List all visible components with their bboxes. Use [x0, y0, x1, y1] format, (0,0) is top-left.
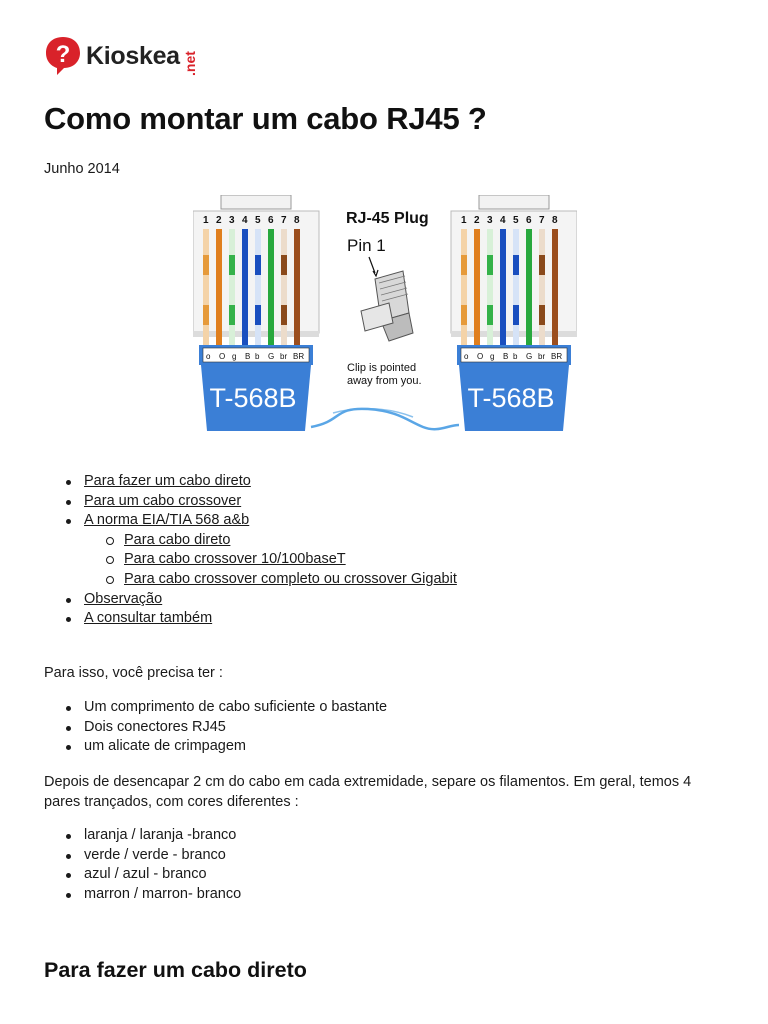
- toc-link-norma[interactable]: A norma EIA/TIA 568 a&b: [84, 512, 250, 529]
- right-code-7: br: [538, 352, 546, 361]
- right-code-1: o: [464, 352, 469, 361]
- right-code-8: BR: [551, 352, 563, 361]
- right-standard-label: T-568B: [467, 383, 555, 413]
- left-code-4: B: [245, 352, 251, 361]
- site-logo[interactable]: [44, 34, 180, 78]
- logo-wordmark: Kioskea: [86, 41, 180, 70]
- toc-link-sub-crossover-10-100[interactable]: Para cabo crossover 10/100baseT: [124, 551, 346, 568]
- right-pin-5: 5: [513, 215, 519, 226]
- left-connector: [193, 195, 319, 431]
- left-pin-5: 5: [255, 215, 261, 226]
- left-pin-6: 6: [268, 215, 274, 226]
- left-code-1: o: [206, 352, 211, 361]
- kioskea-logo-icon: [44, 35, 82, 77]
- toc-link-observacao[interactable]: Observação: [84, 590, 163, 607]
- left-pin-3: 3: [229, 215, 235, 226]
- toc-item: [66, 472, 457, 492]
- toc-link-crossover[interactable]: Para um cabo crossover: [84, 492, 242, 509]
- clip-note-line-1: Clip is pointed: [347, 362, 417, 374]
- left-code-2: O: [219, 352, 226, 361]
- right-code-5: b: [513, 352, 518, 361]
- rj45-wiring-diagram: [193, 195, 577, 435]
- toc-link-consultar[interactable]: A consultar também: [84, 610, 213, 627]
- plug-title: RJ-45 Plug: [346, 210, 429, 227]
- logo-tld: .net: [182, 51, 198, 76]
- publish-date: Junho 2014: [44, 161, 120, 177]
- left-code-5: b: [255, 352, 260, 361]
- left-code-8: BR: [293, 352, 305, 361]
- svg-text:?: ?: [55, 41, 71, 68]
- cable-line: [311, 409, 459, 429]
- left-pin-4: 4: [242, 215, 248, 226]
- right-pin-7: 7: [539, 215, 545, 226]
- intro-paragraph: Para isso, você precisa ter :: [44, 665, 223, 681]
- left-code-6: G: [268, 352, 275, 361]
- toc-link-cabo-direto[interactable]: Para fazer um cabo direto: [84, 473, 251, 489]
- right-connector: [451, 195, 577, 431]
- right-pin-6: 6: [526, 215, 532, 226]
- left-code-3: g: [232, 352, 237, 361]
- table-of-contents: [66, 472, 457, 629]
- left-pin-1: 1: [203, 215, 209, 226]
- toc-item: [66, 492, 457, 512]
- right-code-3: g: [490, 352, 495, 361]
- pairs-list: [66, 826, 241, 904]
- toc-link-sub-crossover-gigabit[interactable]: Para cabo crossover completo ou crossover Gigabit: [124, 570, 457, 587]
- requirements-list: [66, 698, 387, 757]
- right-code-2: O: [477, 352, 484, 361]
- right-pin-1: 1: [461, 215, 467, 226]
- left-code-7: br: [280, 352, 288, 361]
- right-pin-4: 4: [500, 215, 506, 226]
- list-item: verde / verde - branco: [66, 846, 241, 866]
- right-code-6: G: [526, 352, 533, 361]
- right-pin-2: 2: [474, 215, 480, 226]
- toc-sublist: [106, 531, 457, 590]
- list-item: Dois conectores RJ45: [66, 718, 387, 738]
- section-heading: Para fazer um cabo direto: [44, 958, 307, 982]
- list-item: um alicate de crimpagem: [66, 737, 387, 757]
- toc-item: [66, 511, 457, 589]
- clip-note-line-2: away from you.: [347, 375, 422, 387]
- rj45-plug-illustration: [346, 210, 429, 387]
- right-code-4: B: [503, 352, 509, 361]
- toc-item: [66, 609, 457, 629]
- toc-subitem: [106, 570, 457, 590]
- right-pin-3: 3: [487, 215, 493, 226]
- right-pin-8: 8: [552, 215, 558, 226]
- left-standard-label: T-568B: [209, 383, 297, 413]
- toc-subitem: [106, 550, 457, 570]
- list-item: azul / azul - branco: [66, 865, 241, 885]
- pin-1-label: Pin 1: [347, 236, 386, 255]
- toc-link-sub-direto[interactable]: Para cabo direto: [124, 531, 231, 548]
- left-pin-2: 2: [216, 215, 222, 226]
- left-pin-8: 8: [294, 215, 300, 226]
- list-item: Um comprimento de cabo suficiente o bastante: [66, 698, 387, 718]
- left-pin-7: 7: [281, 215, 287, 226]
- list-item: marron / marron- branco: [66, 885, 241, 905]
- toc-subitem: [106, 531, 457, 551]
- page-title: Como montar um cabo RJ45 ?: [44, 101, 487, 136]
- strip-paragraph: Depois de desencapar 2 cm do cabo em cada extremidade, separe os filamentos. Em geral, temos 4 pares trançados, com cores diferentes :: [44, 774, 692, 810]
- list-item: laranja / laranja -branco: [66, 826, 241, 846]
- toc-item: [66, 590, 457, 610]
